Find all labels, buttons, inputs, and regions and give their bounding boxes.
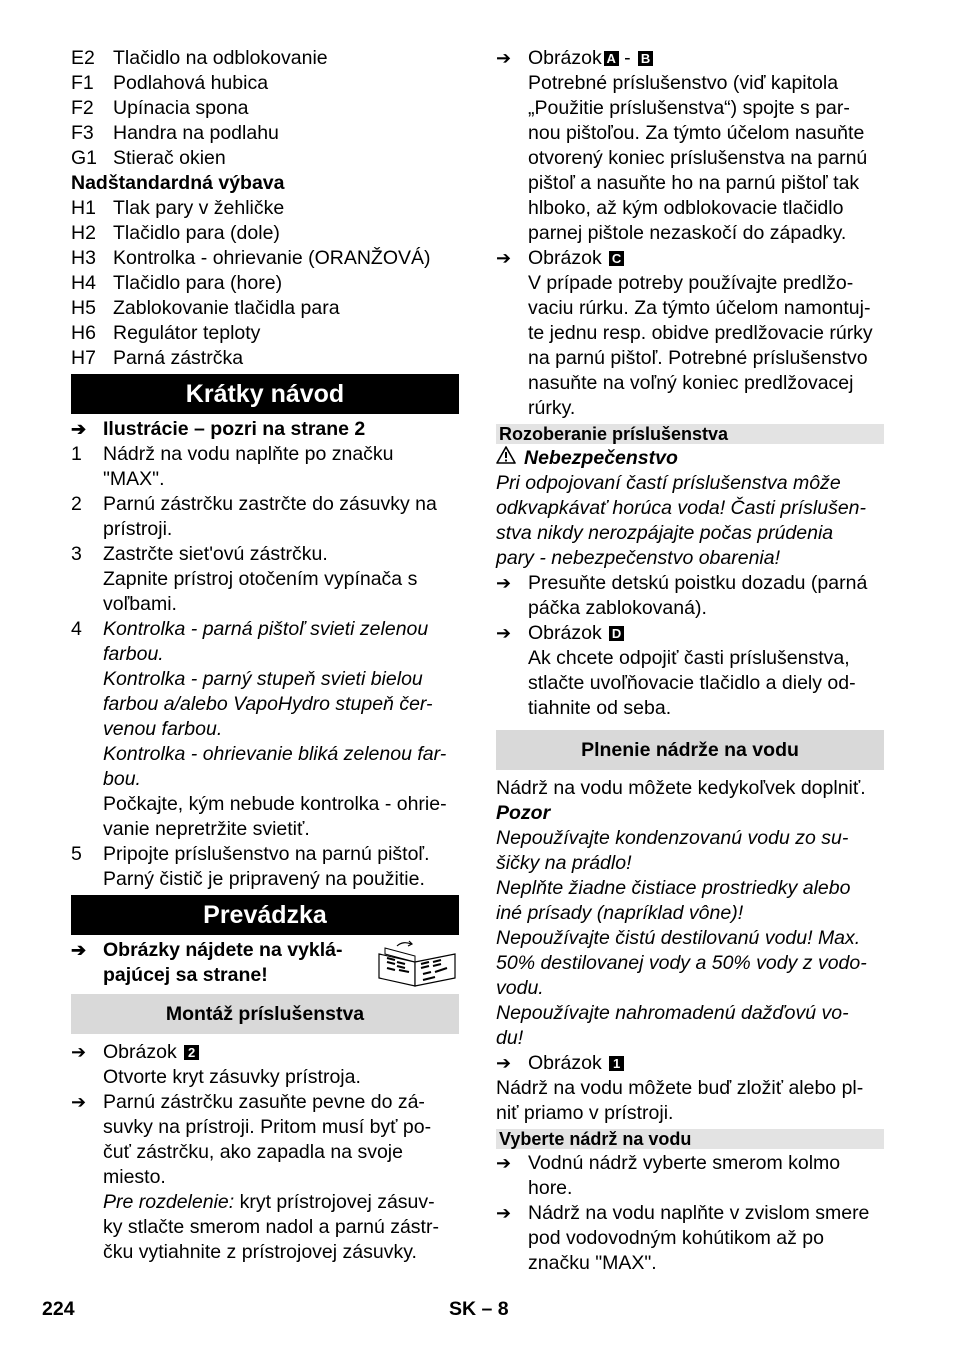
step-text: farbou a/alebo VapoHydro stupeň čer- <box>103 693 433 715</box>
figure-c-text <box>496 271 884 421</box>
figure-d-line: tiahnite od seba. <box>528 697 672 719</box>
arrow-right-icon: ➔ <box>496 1153 512 1173</box>
part-label: Regulátor teploty <box>113 322 261 344</box>
danger-line: pary - nebezpečenstvo obarenia! <box>496 547 781 569</box>
text: miesto. <box>103 1166 166 1188</box>
figure-1-line: Nádrž na vodu môžete buď zložiť alebo pl- <box>496 1077 864 1099</box>
caution-line: 50% destilovanej vody a 50% vody z vodo- <box>496 952 867 974</box>
page-number: 224 <box>42 1298 75 1320</box>
step-number: 1 <box>71 443 82 465</box>
arrow-right-icon: ➔ <box>496 573 512 593</box>
figure-box-b: B <box>638 51 653 66</box>
step-5 <box>71 842 459 892</box>
remove-1-line <box>496 1176 884 1201</box>
part-label: Parná zástrčka <box>113 347 244 369</box>
step-3-line <box>71 567 459 592</box>
caution-line: vodu. <box>496 977 544 999</box>
separate-line: čku vytiahnite z prístrojovej zásuvky. <box>103 1241 417 1263</box>
parts-list <box>71 46 459 171</box>
part-e2 <box>71 46 459 71</box>
optional-part-h2 <box>71 221 459 246</box>
figure-d-line: stlačte uvoľňovacie tlačidlo a diely od- <box>528 672 856 694</box>
plug-line <box>71 1115 459 1140</box>
separate-instructions: Pre rozdelenie: kryt prístrojovej zásuv- <box>103 1191 435 1213</box>
figure-2-ref: ➔ Obrázok 2 <box>71 1040 459 1065</box>
optional-parts-list <box>71 196 459 371</box>
danger-line: Pri odpojovaní častí príslušenstva môže <box>496 472 841 494</box>
part-label: Podlahová hubica <box>113 72 269 94</box>
text: čuť zástrčku, ako zapadla na svoje <box>103 1141 403 1163</box>
optional-part-h5 <box>71 296 459 321</box>
remove-tank-title: Vyberte nádrž na vodu <box>496 1129 884 1149</box>
fill-tank-title: Plnenie nádrže na vodu <box>496 730 884 770</box>
part-code: F2 <box>71 97 94 119</box>
step-4-line: vanie nepretržite svietiť. <box>103 818 310 840</box>
figure-c-line: V prípade potreby používajte predlžo- <box>528 272 854 294</box>
caution-line: Nepoužívajte čistú destilovanú vodu! Max. <box>496 927 861 949</box>
figure-d-text <box>496 646 884 721</box>
step-text: Parný čistič je pripravený na použitie. <box>103 868 425 890</box>
figure-1-line: niť priamo v prístroji. <box>496 1102 674 1124</box>
part-label: Handra na podlahu <box>113 122 279 144</box>
figure-box-1: 1 <box>609 1056 624 1071</box>
caution-line: iné prísady (napríklad vône)! <box>496 902 744 924</box>
figure-a-b-line: Potrebné príslušenstvo (viď kapitola <box>528 72 839 94</box>
text: Vodnú nádrž vyberte smerom kolmo <box>528 1152 841 1174</box>
operation-note: ➔ Obrázky nájdete na vyklá- pajúcej sa strane! <box>71 938 459 988</box>
quick-steps <box>71 442 459 617</box>
right-column <box>496 46 884 1276</box>
figure-box-c: C <box>609 251 624 266</box>
part-g1 <box>71 146 459 171</box>
caution-line: šičky na prádlo! <box>496 852 632 874</box>
figure-a-b-line: „Použitie príslušenstva“) spojte s par- <box>528 97 850 119</box>
step-3-line <box>71 592 459 617</box>
figure-a-b-line: hlboko, až kým odblokovacie tlačidlo <box>528 197 844 219</box>
step-4-line <box>71 692 459 717</box>
part-label: Tlak pary v žehličke <box>113 197 285 219</box>
step-text: Kontrolka - ohrievanie bliká zelenou far- <box>103 743 447 765</box>
optional-part-h3 <box>71 246 459 271</box>
plug-line <box>71 1165 459 1190</box>
figure-c-line: vaciu rúrku. Za týmto účelom namontuj- <box>528 297 871 319</box>
step-5-line <box>71 867 459 892</box>
disassemble-title: Rozoberanie príslušenstva <box>496 424 884 444</box>
figure-c-line: na parnú pištoľ. Potrebné príslušenstvo <box>528 347 868 369</box>
text: suvky na prístroji. Pritom musí byť po- <box>103 1116 432 1138</box>
mount-accessories-title: Montáž príslušenstva <box>71 994 459 1034</box>
step-4-line <box>71 667 459 692</box>
caution-line: Neplňte žiadne čistiace prostriedky alebo <box>496 877 851 899</box>
step-5-line <box>71 842 459 867</box>
part-label: Tlačidlo para (hore) <box>113 272 283 294</box>
danger-line: odkvapkávať horúca voda! Časti príslušen- <box>496 497 867 519</box>
section-page-code: SK – 8 <box>449 1298 509 1320</box>
part-code: F3 <box>71 122 94 144</box>
figure-box-d: D <box>609 626 624 641</box>
step-text: Pripojte príslušenstvo na parnú pištoľ. <box>103 843 430 865</box>
part-code: H6 <box>71 322 96 344</box>
part-code: H5 <box>71 297 96 319</box>
part-code: G1 <box>71 147 98 169</box>
step-4-line <box>71 717 459 742</box>
figure-c-line: nasuňte na voľný koniec predlžovacej <box>528 372 854 394</box>
danger-heading: Nebezpečenstvo <box>496 446 884 471</box>
part-label: Kontrolka - ohrievanie (ORANŽOVÁ) <box>113 247 431 269</box>
step-4 <box>71 617 459 842</box>
danger-line: stva nikdy nerozpájajte počas prúdenia <box>496 522 834 544</box>
figure-a-b-ref: ➔ Obrázok A - B <box>496 46 884 71</box>
step-text: Kontrolka - parný stupeň svieti bielou <box>103 668 423 690</box>
figure-c-ref: ➔ Obrázok C <box>496 246 884 271</box>
part-label: Zablokovanie tlačidla para <box>113 297 340 319</box>
quick-guide-note: ➔ Ilustrácie – pozri na strane 2 <box>71 418 366 440</box>
optional-part-h6 <box>71 321 459 346</box>
step-text: venou farbou. <box>103 718 223 740</box>
warning-triangle-icon <box>496 446 524 471</box>
text: značku "MAX". <box>528 1252 657 1274</box>
step-4-line <box>71 742 459 767</box>
caution-line: Nepoužívajte kondenzovanú vodu zo su- <box>496 827 849 849</box>
caution-line: Nepoužívajte nahromadenú dažďovú vo- <box>496 1002 849 1024</box>
optional-part-h7 <box>71 346 459 371</box>
step-number: 5 <box>71 843 82 865</box>
part-label: Tlačidlo na odblokovanie <box>113 47 328 69</box>
step-2-line <box>71 492 459 517</box>
arrow-right-icon: ➔ <box>496 48 512 68</box>
text: Parnú zástrčku zasuňte pevne do zá- <box>103 1091 425 1113</box>
part-label: Tlačidlo para (dole) <box>113 222 280 244</box>
optional-part-h4 <box>71 271 459 296</box>
part-f2 <box>71 96 459 121</box>
figure-c-line: rúrky. <box>528 397 576 419</box>
step-4-line: Počkajte, kým nebude kontrolka - ohrie- <box>103 793 447 815</box>
figure-a-b-line: nou pištoľou. Za týmto účelom nasuňte <box>528 122 865 144</box>
operation-title: Prevádzka <box>71 895 459 935</box>
arrow-right-icon: ➔ <box>71 1092 87 1112</box>
step-4-line <box>71 642 459 667</box>
optional-part-h1 <box>71 196 459 221</box>
step-4-line <box>71 767 459 792</box>
figure-2-text: Otvorte kryt zásuvky prístroja. <box>103 1066 361 1088</box>
step-text: Zapnite prístroj otočením vypínača s <box>103 568 418 590</box>
part-code: H3 <box>71 247 96 269</box>
step-text: Zastrčte siet'ovú zástrčku. <box>103 543 328 565</box>
remove-2-line <box>496 1251 884 1276</box>
figure-a-b-line: pištoľ a nasuňte ho na parnú pištoľ tak <box>528 172 860 194</box>
part-code: F1 <box>71 72 94 94</box>
caution-line: du! <box>496 1027 524 1049</box>
part-label: Stierač okien <box>113 147 226 169</box>
figure-d-line: Ak chcete odpojiť časti príslušenstva, <box>528 647 850 669</box>
text: hore. <box>528 1177 573 1199</box>
step-1-line <box>71 442 459 467</box>
danger-text <box>496 471 884 571</box>
part-code: E2 <box>71 47 95 69</box>
part-code: H7 <box>71 347 96 369</box>
left-column <box>71 46 459 1265</box>
plug-line <box>71 1140 459 1165</box>
arrow-right-icon: ➔ <box>496 1203 512 1223</box>
step-text: Nádrž na vodu naplňte po značku <box>103 443 394 465</box>
remove-2-line <box>496 1226 884 1251</box>
caution-heading: Pozor <box>496 802 551 824</box>
step-text: prístroji. <box>103 518 173 540</box>
child-safety-step <box>496 571 884 621</box>
part-code: H4 <box>71 272 96 294</box>
remove-2-line <box>496 1201 884 1226</box>
step-text: "MAX". <box>103 468 165 490</box>
step-1-line <box>71 467 459 492</box>
separate-line: ky stlačte smerom nadol a parnú zástr- <box>103 1216 439 1238</box>
step-text: Kontrolka - parná pištoľ svieti zelenou <box>103 618 429 640</box>
part-code: H2 <box>71 222 96 244</box>
arrow-right-icon: ➔ <box>496 1053 512 1073</box>
caution-text <box>496 826 884 1051</box>
quick-guide-title: Krátky návod <box>71 374 459 414</box>
figure-a-b-line: parnej pištole nezaskočí do západky. <box>528 222 847 244</box>
figure-1-text <box>496 1076 884 1126</box>
step-number: 2 <box>71 493 82 515</box>
optional-accessories-heading: Nadštandardná výbava <box>71 172 285 194</box>
figure-a-b-line: otvorený koniec príslušenstva na parnú <box>528 147 868 169</box>
step-2-line <box>71 517 459 542</box>
arrow-right-icon: ➔ <box>71 419 87 439</box>
figure-1-ref: ➔ Obrázok 1 <box>496 1051 884 1076</box>
fold-out-book-icon <box>375 940 459 988</box>
arrow-right-icon: ➔ <box>71 940 87 960</box>
step-text: voľbami. <box>103 593 177 615</box>
figure-d-ref: ➔ Obrázok D <box>496 621 884 646</box>
plug-line <box>71 1090 459 1115</box>
figure-box-2: 2 <box>184 1045 199 1060</box>
remove-1-line <box>496 1151 884 1176</box>
part-label: Upínacia spona <box>113 97 249 119</box>
arrow-right-icon: ➔ <box>496 248 512 268</box>
arrow-right-icon: ➔ <box>496 623 512 643</box>
safety-line <box>496 571 884 596</box>
plug-instructions <box>71 1090 459 1190</box>
step-number: 4 <box>71 618 82 640</box>
figure-a-b-text <box>496 71 884 246</box>
figure-box-a: A <box>604 51 619 66</box>
text: Presuňte detskú poistku dozadu (parná <box>528 572 868 594</box>
step-text: farbou. <box>103 643 164 665</box>
fill-intro: Nádrž na vodu môžete kedykoľvek doplniť. <box>496 777 866 799</box>
step-text: bou. <box>103 768 141 790</box>
remove-step-1 <box>496 1151 884 1201</box>
text: pod vodovodným kohútikom až po <box>528 1227 824 1249</box>
safety-line <box>496 596 884 621</box>
arrow-right-icon: ➔ <box>71 1042 87 1062</box>
part-f1 <box>71 71 459 96</box>
text: páčka zablokovaná). <box>528 597 707 619</box>
part-code: H1 <box>71 197 96 219</box>
text: Nádrž na vodu naplňte v zvislom smere <box>528 1202 870 1224</box>
step-text: Parnú zástrčku zastrčte do zásuvky na <box>103 493 437 515</box>
part-f3 <box>71 121 459 146</box>
step-3-line <box>71 542 459 567</box>
remove-step-2 <box>496 1201 884 1276</box>
figure-c-line: te jednu resp. obidve predlžovacie rúrky <box>528 322 873 344</box>
step-number: 3 <box>71 543 82 565</box>
step-4-line <box>71 617 459 642</box>
